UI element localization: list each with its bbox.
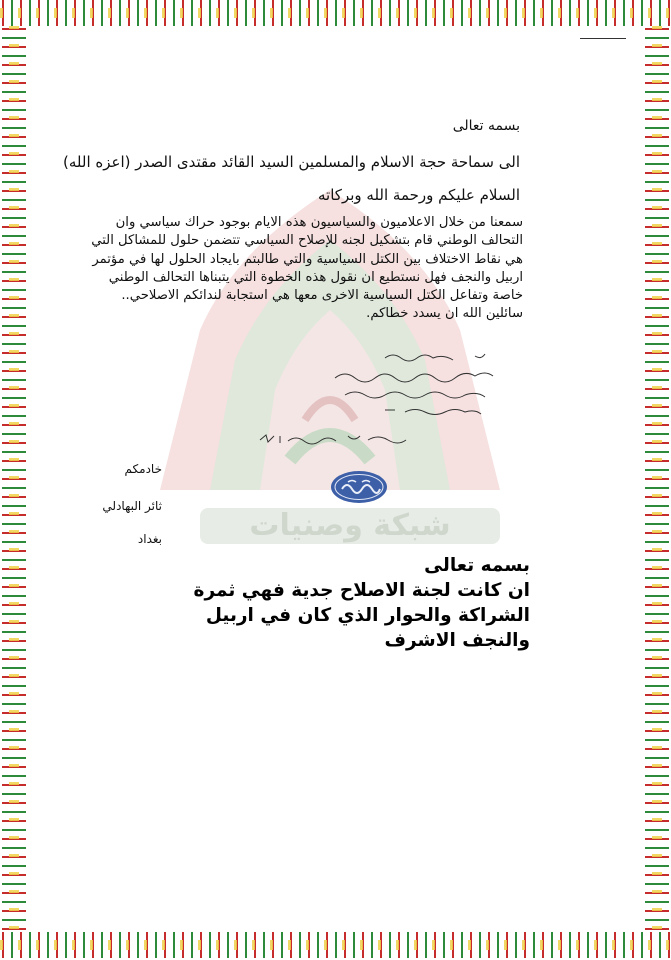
sender-name: ثائر البهادلي xyxy=(102,499,162,513)
border-right xyxy=(645,26,669,932)
watermark-caption: شبكة وصنيات xyxy=(200,508,500,544)
handwritten-date xyxy=(258,432,408,446)
border-top xyxy=(0,0,671,26)
handwritten-reply xyxy=(325,350,535,425)
body-line: اربيل والنجف فهل نستطيع ان نقول هذه الخطوة التي يتبناها التحالف الوطني xyxy=(108,269,523,285)
reply-line: ان كانت لجنة الاصلاح جدية فهي ثمرة xyxy=(193,580,530,601)
letter-opening: بسمه تعالى xyxy=(452,118,520,134)
body-line: خاصة وتفاعل الكتل السياسية الاخرى معها هي استجابة لندائكم الاصلاحي.. xyxy=(121,288,523,304)
border-left xyxy=(2,26,26,932)
body-line: سائلين الله ان يسدد خطاكم. xyxy=(366,306,523,322)
body-line: التحالف الوطني قام بتشكيل لجنه للإصلاح السياسي تتضمن حلول للمشاكل التي xyxy=(91,233,523,249)
letter-addressee: الى سماحة حجة الاسلام والمسلمين السيد القائد مقتدى الصدر (اعزه الله) xyxy=(63,153,520,171)
reply-line: بسمه تعالى xyxy=(424,555,530,576)
reply-line: الشراكة والحوار الذي كان في اربيل xyxy=(205,605,530,626)
typed-reply xyxy=(193,553,530,653)
reply-line: والنجف الاشرف xyxy=(384,630,530,651)
closing-text: خادمكم xyxy=(124,462,162,476)
top-rule xyxy=(580,38,626,39)
sender-city: بغداد xyxy=(137,532,162,546)
official-seal xyxy=(330,470,388,504)
letter-greeting: السلام عليكم ورحمة الله وبركاته xyxy=(318,186,520,204)
body-line: سمعنا من خلال الاعلاميون والسياسيون هذه الايام بوجود حراك سياسي وان xyxy=(115,215,523,230)
border-bottom xyxy=(0,932,671,958)
body-line: هي نقاط الاختلاف بين الكتل السياسية والتي طالبتم بايجاد الحلول لها في مؤتمر xyxy=(92,251,523,267)
letter-body xyxy=(91,214,523,324)
